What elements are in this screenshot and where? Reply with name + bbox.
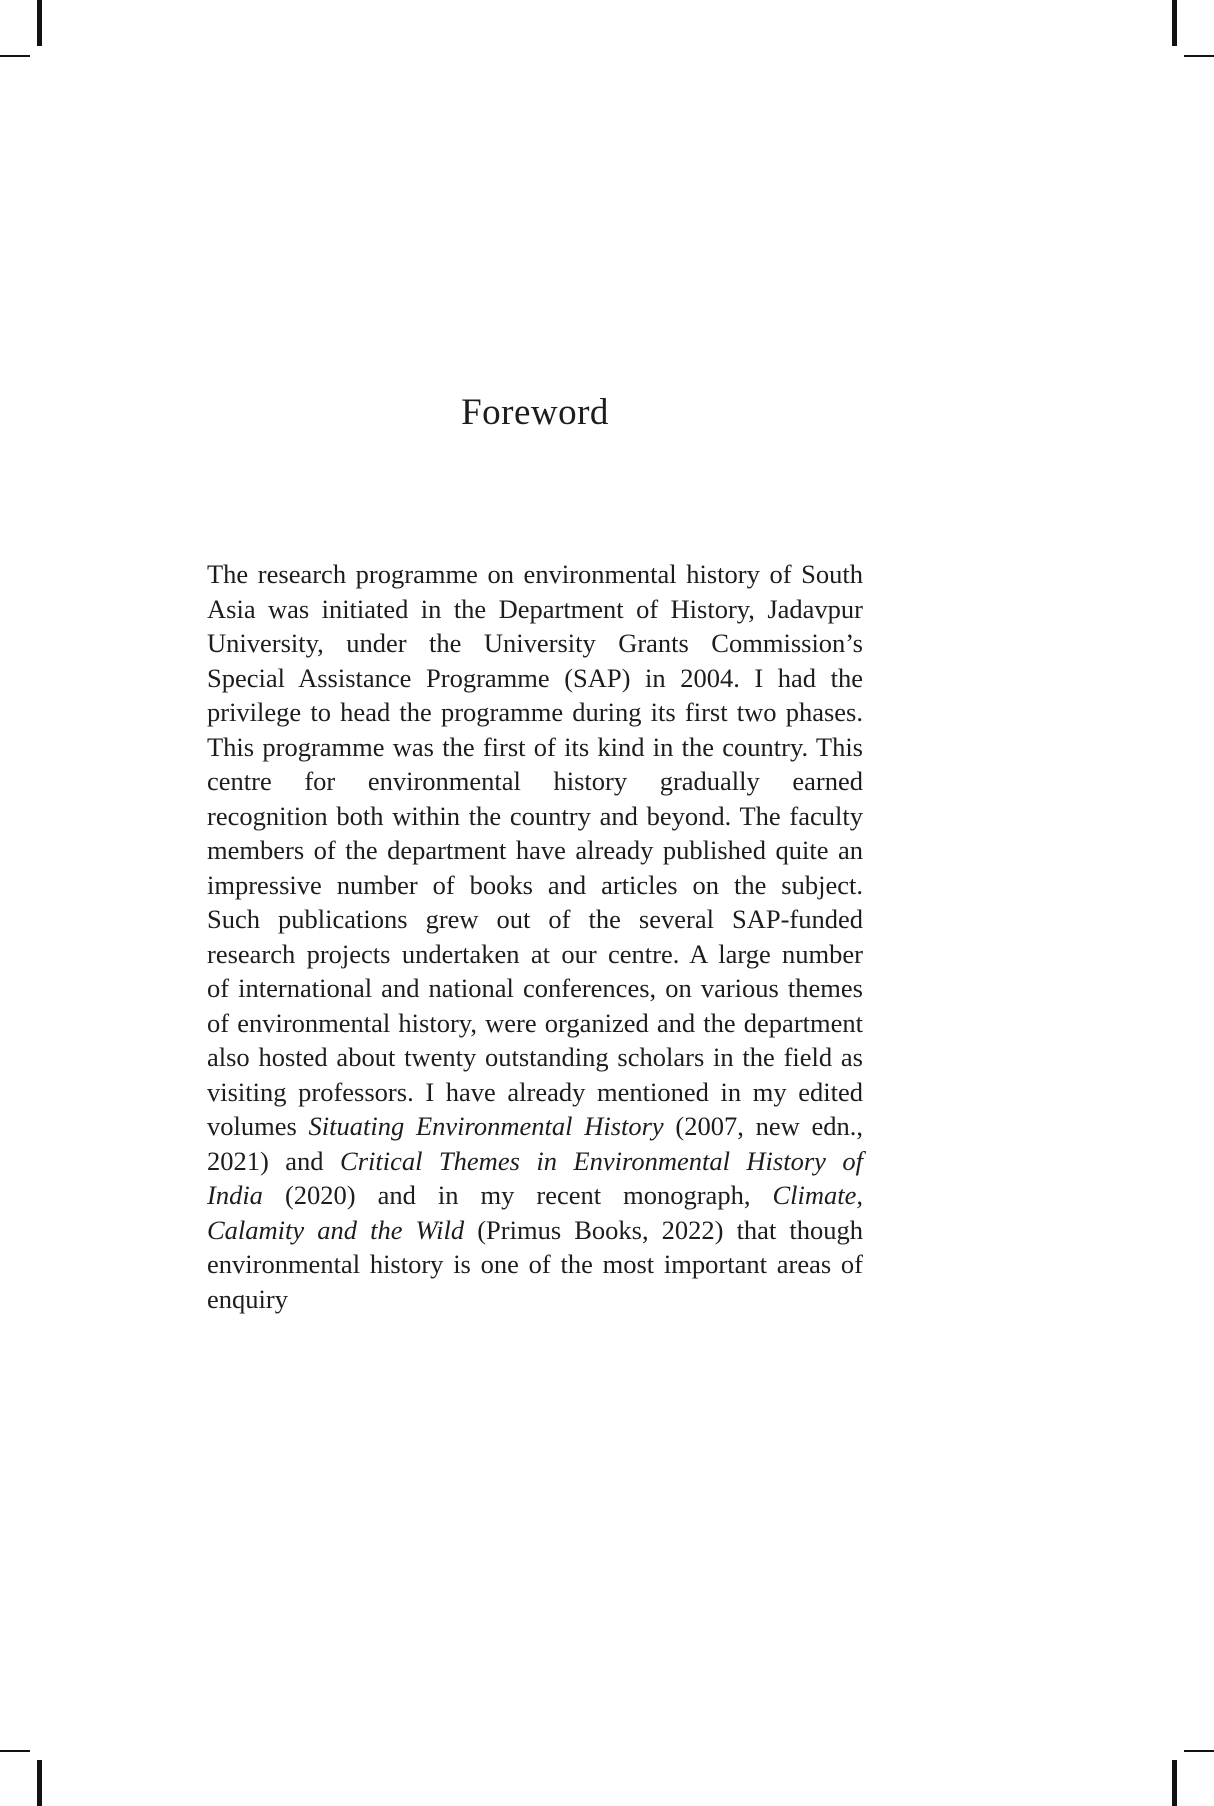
crop-mark-bottom-right-horizontal (1184, 1750, 1214, 1752)
crop-mark-bottom-right-vertical (1172, 1760, 1177, 1806)
crop-mark-bottom-left-horizontal (0, 1750, 30, 1752)
page-title: Foreword (461, 392, 609, 433)
crop-mark-top-right-horizontal (1184, 55, 1214, 57)
page-content (207, 0, 863, 1316)
crop-mark-bottom-left-vertical (37, 1760, 42, 1806)
crop-mark-top-left-vertical (37, 0, 42, 46)
crop-mark-top-left-horizontal (0, 55, 30, 57)
crop-mark-top-right-vertical (1172, 0, 1177, 46)
foreword-paragraph: The research programme on environmental history of South Asia was initiated in the Department of History, Jadavpur University, under the University Grants Commission’s Special Assistance Programme (SAP) in 2004. I had the privilege to head the programme during its first two phases. This programme was the first of its kind in the country. This centre for environmental history gradually earned recognition both within the country and beyond. The faculty members of the department have already published quite an impressive number of books and articles on the subject. Such publications grew out of the several SAP-funded research projects undertaken at our centre. A large number of international and national conferences, on various themes of environmental history, were organized and the department also hosted about twenty outstanding scholars in the field as visiting professors. I have already mentioned in my edited volumes Situating Environmental History (2007, new edn., 2021) and Critical Themes in Environmental History of India (2020) and in my recent monograph, Climate, Calamity and the Wild (Primus Books, 2022) that though environmental history is one of the most important areas of enquiry (207, 559, 863, 1314)
